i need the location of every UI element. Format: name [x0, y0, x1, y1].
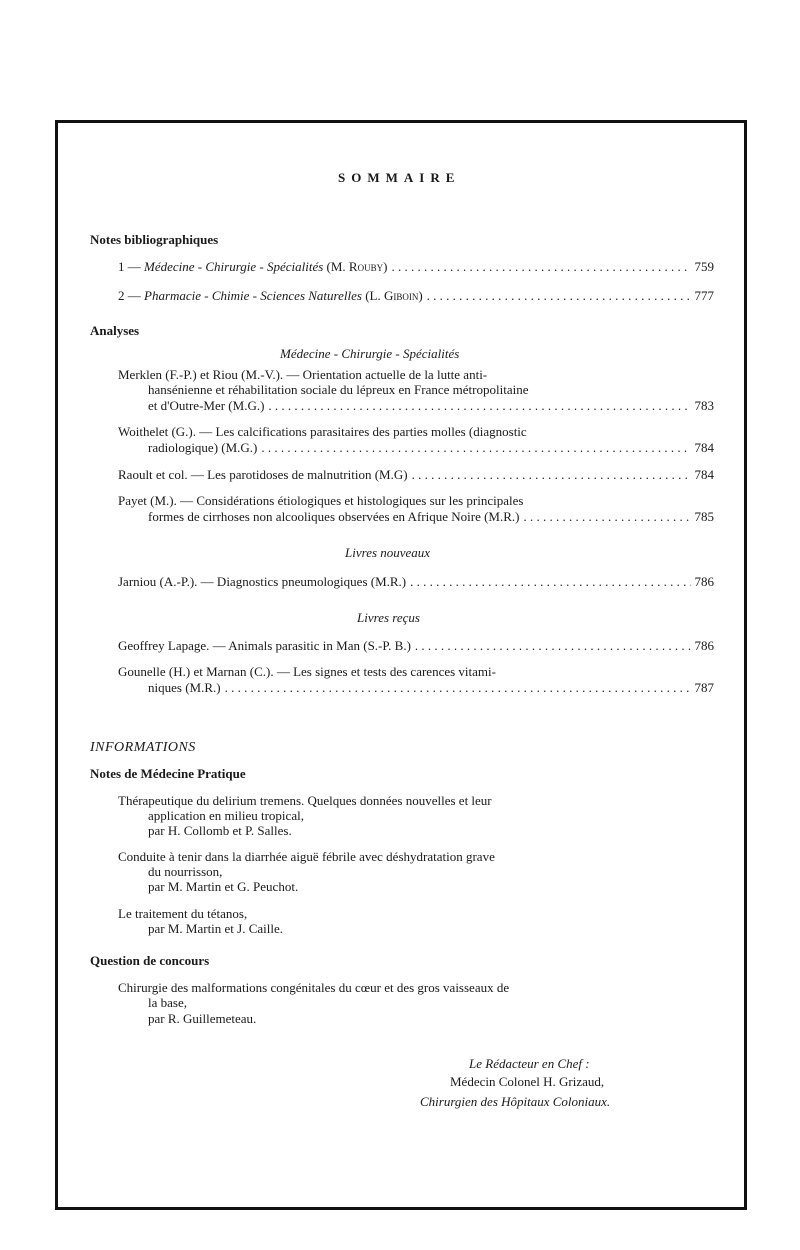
- toc-author: (L. Giboin): [365, 288, 423, 303]
- page-title: SOMMAIRE: [338, 170, 461, 185]
- info-line: application en milieu tropical,: [148, 808, 304, 823]
- toc-page: 785: [694, 509, 714, 524]
- informations-heading: INFORMATIONS: [90, 740, 196, 755]
- leader-dots: [225, 680, 691, 696]
- entry-line: et d'Outre-Mer (M.G.): [148, 398, 265, 413]
- toc-num: 2 —: [118, 288, 141, 303]
- toc-page: 786: [694, 638, 714, 653]
- leader-dots: [412, 467, 691, 483]
- entry-line: Gounelle (H.) et Marnan (C.). — Les signes et tests des carences vitami-: [118, 664, 496, 679]
- notes-medecine-heading: Notes de Médecine Pratique: [90, 766, 246, 781]
- info-line: Conduite à tenir dans la diarrhée aiguë fébrile avec déshydratation grave: [118, 849, 495, 864]
- toc-row[interactable]: [148, 440, 714, 456]
- toc-page: 759: [694, 259, 714, 274]
- analyses-subheading: Médecine - Chirurgie - Spécialités: [280, 346, 460, 361]
- toc-page: 786: [694, 574, 714, 589]
- entry-line: hansénienne et réhabilitation sociale du lépreux en France métropolitaine: [148, 382, 529, 397]
- info-line: la base,: [148, 995, 187, 1010]
- info-line: par M. Martin et G. Peuchot.: [148, 879, 299, 894]
- toc-page: 777: [694, 288, 714, 303]
- entry-line: Raoult et col. — Les parotidoses de malnutrition (M.G): [118, 467, 408, 482]
- info-line: par M. Martin et J. Caille.: [148, 921, 284, 936]
- info-line: par R. Guillemeteau.: [148, 1011, 257, 1026]
- info-line: Le traitement du tétanos,: [118, 906, 248, 921]
- signature-name: Médecin Colonel H. Grizaud,: [450, 1074, 605, 1089]
- info-line: par H. Collomb et P. Salles.: [148, 823, 292, 838]
- toc-page: 784: [694, 440, 714, 455]
- entry-line: Woithelet (G.). — Les calcifications parasitaires des parties molles (diagnostic: [118, 424, 527, 439]
- entry-line: niques (M.R.): [148, 680, 221, 695]
- leader-dots: [261, 440, 690, 456]
- entry-line: Jarniou (A.-P.). — Diagnostics pneumologiques (M.R.): [118, 574, 407, 589]
- entry-line: radiologique) (M.G.): [148, 440, 258, 455]
- question-concours-heading: Question de concours: [90, 953, 210, 968]
- toc-row[interactable]: [118, 259, 714, 275]
- toc-text: Pharmacie - Chimie - Sciences Naturelles: [144, 288, 362, 303]
- info-line: Chirurgie des malformations congénitales du cœur et des gros vaisseaux de: [118, 980, 510, 995]
- entry-line: Merklen (F.-P.) et Riou (M.-V.). — Orientation actuelle de la lutte anti-: [118, 367, 488, 382]
- entry-line: Geoffrey Lapage. — Animals parasitic in Man (S.-P. B.): [118, 638, 411, 653]
- toc-row[interactable]: [148, 680, 714, 696]
- toc-page: 783: [694, 398, 714, 413]
- leader-dots: [523, 509, 690, 525]
- entry-line: formes de cirrhoses non alcooliques observées en Afrique Noire (M.R.): [148, 509, 520, 524]
- toc-row[interactable]: [118, 638, 714, 654]
- signature-role: Chirurgien des Hôpitaux Coloniaux.: [420, 1094, 611, 1109]
- info-line: Thérapeutique du delirium tremens. Quelques données nouvelles et leur: [118, 793, 492, 808]
- toc-num: 1 —: [118, 259, 141, 274]
- toc-page: 784: [694, 467, 714, 482]
- toc-row[interactable]: [118, 574, 714, 590]
- toc-row[interactable]: [118, 288, 714, 304]
- analyses-subheading: Livres nouveaux: [345, 545, 431, 560]
- signature-title: Le Rédacteur en Chef :: [469, 1056, 590, 1071]
- toc-row[interactable]: [148, 398, 714, 414]
- toc-text: Médecine - Chirurgie - Spécialités: [144, 259, 324, 274]
- entry-line: Payet (M.). — Considérations étiologiques et histologiques sur les principales: [118, 493, 524, 508]
- toc-author: (M. Rouby): [326, 259, 388, 274]
- toc-page: 787: [694, 680, 714, 695]
- notes-biblio-heading: Notes bibliographiques: [90, 232, 219, 247]
- toc-row[interactable]: [118, 467, 714, 483]
- leader-dots: [268, 398, 690, 414]
- leader-dots: [391, 259, 690, 275]
- toc-row[interactable]: [148, 509, 714, 525]
- analyses-subheading: Livres reçus: [357, 610, 420, 625]
- leader-dots: [410, 574, 690, 590]
- leader-dots: [415, 638, 691, 654]
- info-line: du nourrisson,: [148, 864, 223, 879]
- leader-dots: [427, 288, 691, 304]
- analyses-heading: Analyses: [90, 323, 140, 338]
